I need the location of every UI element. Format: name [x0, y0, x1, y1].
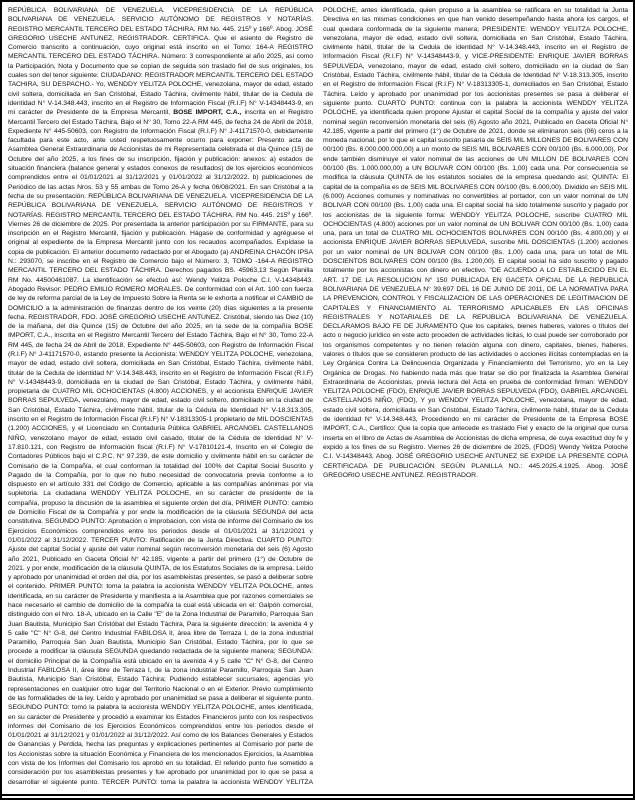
company-name-bold: BOSE IMPORT, C.A., [173, 109, 242, 117]
document-run: REPÚBLICA BOLIVARIANA DE VENEZUELA. VICEPRESIDENCIA DE LA REPÚBLICA BOLIVARIANA DE VENEZUELA. SERVICIO AUTÓNOMO DE REGISTROS Y NOTARÍAS. REGISTRO MERCANTIL TERCERO DEL ESTADO TÁCHIRA. RM No. 445. 215º y 166º. Abog. JOSÉ GREGORIO USECHE ANTUNEZ, REGISTRADOR. CERTIFICA. Que el asiento de Registro de Comercio transcrito a continuación, cuyo original está inscrito en el Tomo: 164-A REGISTRO MERCANTIL TERCERO DEL ESTADO TÁCHIRA. Número: 3 correspondiente al año 2025, así como la Participación, Nota y Documento que se copian de seguida son traslado fiel de sus originales, los cuales son del tenor siguiente: CIUDADANO: REGISTRADOR MERCANTIL TERCERO DEL ESTADO TACHIRA, SU DESPACHO.- Yo, WENDDY YELITZA POLOCHE, venezolana, mayor de edad, estado civil soltera, domiciliada en San Cristóbal, Estado Táchira, civilmente hábil, titular de la Cedula de identidad N° V-14.348.443, inscrito en el Registro de Información Fiscal (R.I.F) N° V-14348443-9, en mi carácter de Presidente de la Empresa Mercantil, [8, 7, 313, 117]
document-text [8, 6, 628, 788]
document-run: inscrita en el Registro Mercantil Tercero del Estado Táchira, Bajo el N° 30, Tomo 22-A RM 445, de fecha 24 de Abril de 2018, Expediente N° 445-50603, con Registro de Información Fiscal (R.I.F) N° J-41171570-0, debidamente facultada para este acto, ante usted respetuosamente ocurro para exponer: Presento acta de Asamblea General Extraordinaria de Accionistas de mi Representada celebrada el día Quince (15) de Octubre del año 2025, a los fines de su inscripción, fijación y publicación: anexos: a) estados de situación financiera (balance general y estados conexos de resultados) de los ejercicios económicos comprendidos entre el 01/01/2021 al 31/12/2021 y 01/01/2022 al 31/12/2022. b) publicaciones de Periódico de las actas Nros. 53 y 55 ambas de Tomo 26-A y fecha 06/08/2021. En san Cristóbal a la fecha de su presentación. REPÚBLICA BOLIVARIANA DE VENEZUELA. VICEPRESIDENCIA DE LA REPÚBLICA BOLIVARIANA DE VENEZUELA. SERVICIO AUTÓNOMO DE REGISTROS Y NOTARÍAS. REGISTRO MERCANTIL TERCERO DEL ESTADO TÁCHIRA. RM No. 445. 215º y 166º. Viernes 26 de diciembre de 2025. Por presentada la anterior participación por su FIRMANTE, para su inscripción en el Registro Mercantil, fijación y publicación. Hágase de conformidad y agréguese el original al expediente de la Empresa Mercantil junto con los recaudos acompañados. Expídase la copia de publicación. El anterior documento redactado por el Abogado (a) ANDREINA CHACÓN IPSA N.: 293070, se inscribe en el Registro de Comercio bajo el Número: 3, TOMO -164-A REGISTRO MERCANTIL TERCERO DEL ESTADO TÁCHIRA. Derechos pagados BS. 45963,13 Según Planilla RM No. 44500461087. La identificación se efectuó así: Wendy Yelitza Poloche C.I. V-14348443. Abogado Revisor: PEDRO EMILIO ROMERO MORALES. De conformidad con el Art. 100 con fuerza de ley de reforma parcial de la Ley de Impuesto Sobre la Renta se le exhorta a notificar el CAMBIO de DOMICILIO a la administración de finanzas dentro de los veinte (20) días siguientes a la presente fecha. REGISTRADOR, FDO. JOSÉ GREGORIO USECHE ANTUNEZ. Cristóbal, siendo las Diez (10) de la mañana, del día Quince (15) de Octubre del año 2025, en la sede de la compañía BOSE IMPORT, C.A., inscrita en el Registro Mercantil Tercero del Estado Táchira, Bajo el N° 30, Tomo 22-A RM 445, de fecha 24 de Abril de 2018, Expediente N° 445-50603, con Registro de Información Fiscal (R.I.F) N° J-41171570-0, estando presente la Accionista: WENDDY YELITZA POLOCHE, venezolana, mayor de edad, estado civil soltera, domiciliada en San Cristóbal, Estado Táchira, civilmente hábil, titular de la Cedula de identidad N° V-14.348.443, inscrito en el Registro de Información Fiscal (R.I.F) N° V-14348443-9, domiciliada en la ciudad de San Cristóbal, Estado Táchira, y civilmente hábil, propietaria de CUATRO MIL OCHOCIENTAS (4.800) ACCIONES, y el accionista ENRIQUE JAVIER BORRAS SEPULVEDA, venezolano, mayor de edad, estado civil soltero, domiciliado en la ciudad de San Cristóbal, Estado Táchira, civilmente hábil, titular de la Cédula de Identidad N° V-18.313.305, inscrito en el Registro de Información Fiscal (R.I.F) N° V-18313305-1 propietario de MIL DOSCIENTAS (1.200) ACCIONES, y el Licenciado en Contaduría Pública GABRIEL ARCANGEL CASTELLANOS NIÑO, venezolano mayor de edad, estado civil casado, titular de la Cédula de Identidad N° V-17.810.121, con Registro de Información fiscal (R.I.F) N° V-17810121-4, Inscrito en el Colegio de Contadores Públicos bajo el C.P.C. N° 97.239, de este domicilio y civilmente hábil en su carácter de Comisario de la Compañía, el cual conforman la totalidad del 100% del Capital Social Suscrito y Pagado de la Compañía, por lo que no hubo necesidad de convocatoria previa conforme a lo dispuesto en el artículo 331 del Código de Comercio, aplicable a las compañías anónimas por vía supletoria. La ciudadana WENDDY YELITZA POLOCHE, en su carácter de presidente de la compañía, propuso la discusión de la asamblea el siguiente orden del día, PRIMER PUNTO: cambio de Domicilio Fiscal de la Compañía y por ende la modificación de la cláusula SEGUNDA del acta constitutiva. SEGUNDO PUNTO: Aprobación o improbacion, con vista de informe del Comisario de los Ejercicios Económicos comprendidos entre los periodos desde el 01/01/2021 al 31/12/2021 y 01/01/2022 al 31/12/2022. TERCER PUNTO: Ratificación de la Junta Directiva. CUARTO PUNTO: Ajuste del capital Social y ajuste del valor nominal según reconversión monetaria del seis (6) Agosto año 2021, Publicado en Gaceta Oficial N° 42.185, vigente a partir del primero (1°) de Octubre de 2021. y por ende, modificación de la cláusula QUINTA, de los Estatutos Sociales de la empresa. Leído y aprobado por unanimidad el orden del día, por los asambleistas presentes, se pasó a deliberar sobre el contenido. PRIMER PUNTO: toma la palabra la accionista WENDDY YELITZA POLOCHE, antes identificada, en su carácter de Presidente y manifiesta a la Asamblea que por razones comerciales se hace necesario el cambio de domicilio de la compañía la cual está ubicada en el: Galpón comercial, distinguido con el Nro. 18-A, ubicado en la Calle "E" de la Zona Industrial de Paramillo, Parroquia San Juan Bautista, Municipio San Cristóbal del Estado Táchira, Para la siguiente dirección: la avenida 4 y 5 calle "C" N° G-8, del Centro Industrial FABILOSA II, área libre de Terraza I, de la zona industrial Paramillo, Parroquia San Juan Bautista, Municipio San Cristóbal, Estado Táchira, por lo que se procede a modificar la cláusula SEGUNDA quedando redactada de la siguiente manera; SEGUNDA: el domicilio Principal de la Compañía está ubicado en la avenida 4 y 5 calle "C" N° G-8, del Centro Industrial FABILOSA II, área libre de Terraza I, de la zona industrial Paramillo, Parroquia San Juan Bautista, Municipio San Cristóbal, Estado Táchira; Pudiendo establecer sucursales, agencias y/o representaciones en cualquier otro lugar del Territorio Nacional o en el Exterior. Previo cumplimiento de las formalidades de la ley. Leído y aprobado por unanimidad se pasa a deliberar el siguiente punto. SEGUNDO PUNTO: tomó la palabra la accionista WENDDY YELITZA POLOCHE, antes identificada, en su carácter de Presidente y procedió a examinar los Estados Financieros junto con los respectivos informes del Comisario de los Ejercicios Económicos comprendidos entre los periodos desde el 01/01/2021 al 31/12/2021 y 01/01/2022 al 31/12/2022. Así como de los Balances Generales y Estados de Ganancias y Perdida, hecha las preguntas y explicaciones pertinentes al Comisario por parte de los Accionistas sobre la situación Económica y Financiera de los mencionados Ejercicios, la Asamblea con vista de los Informes del Comisario los aprobó en su totalidad. El referido punto fue sometido a consideración por los asambleistas presentes y fue aprobado por unanimidad por lo que se pasa a desarrollar el siguiente punto. TERCER PUNTO: toma la palabra la accionista WENDDY YELITZA POLOCHE, antes identificada, quien propuso a la asamblea se ratificara en su totalidad la Junta Directiva en las mismas condiciones en que han venido desempeñando hasta ahora los cargos, el cual quedara conformada de la siguiente manera; PRESIDENTE: WENDDY YELITZA POLOCHE, venezolana, mayor de edad, estado civil soltera, domiciliada en San Cristóbal, Estado Táchira, civilmente hábil, titular de la Cedula de identidad N° V-14.348.443, inscrito en el Registro de Información Fiscal (R.I.F) N° V-14348443-9, y VICE-PRESIDENTE: ENRIQUE JAVIER BORRAS SEPULVEDA, venezolano, mayor de edad, estado civil soltero, domiciliado en la ciudad de San Cristóbal, Estado Táchira, civilmente hábil, titular de la Cédula de Identidad N° V-18.313.305, inscrito en el Registro de Información Fiscal (R.I.F) N° V-18313305-1, domiciliados en San Cristóbal, Estado Táchira. Leído y aprobado por unanimidad por los accionistas presentes se pasa a deliberar el siguiente punto. CUARTO PUNTO: continua con la palabra la accionista WENDDY YELITZA POLOCHE, ya identificada quien propone Ajustar el capital Social de la compañía y ajuste del valor nominal según reconversión monetaria del seis (6) Agosto año 2021, Publicado en Gaceta Oficial N° 42.185, vigente a partir del primero (1°) de Octubre de 2021, donde se eliminaron seis (06) ceros a la moneda nacional, por lo que el capital suscrito pasaría de SEIS MIL MILLONES DE BOLIVARES CON 00/100 (Bs. 6.000.000.000,00) a un monto de SEIS MIL BOLIVARES CON 00/100 (Bs. 6.000,00), Por ende también disminuye el valor nominal de las acciones de UN MILLON DE BOLIVARES CON 00/100 (Bs. 1.000.000,00) a UN BOLIVAR CON 00/100 (Bs. 1,00) cada una. Por consecuencia se modifica la cláusula QUINTA de los estatutos sociales de la empresa quedando así; QUINTA: El capital de la compañía es de SEIS MIL BOLIVARES CON 00/100 (Bs. 6.000,00). Dividido en SEIS MIL (6.000) Acciones comunes y nominativas no convertibles al portador, con un valor nominal de UN BOLIVAR CON 00/100 (Bs. 1,00) cada una. El capital social ha sido totalmente suscrito y pagado por los accionistas de la siguiente forma: WENDDY YELITZA POLOCHE, suscribe CUATRO MIL OCHOCIENTAS (4.800) acciones por un valor nominal de UN BOLIVAR CON 00/100 (Bs. 1,00) cada una, para un total de CUATRO MIL OCHOCIENTOS BOLIVARES CON 00/100 (Bs. 4.800,00) y el accionista ENRIQUE JAVIER BORRAS SEPULVEDA, suscribe MIL DOSCIENTAS (1.200) acciones por un valor nominal de UN BOLIVAR CON 00/100 (Bs. 1,00) cada una, para un total de MIL DOSCIENTOS BOLIVARES CON 00/100 (Bs. 1.200,00). El capital social ha sido suscrito y pagado totalmente por los accionistas con dinero en efectivo. "DE ACUERDO A LO ESTABLECIDO EN EL ART. 17 DE LA RESOLUCION N° 150 PUBLICADA EN GACETA OFICIAL DE LA REPUBLICA BOLIVARIANA DE VENEZUELA N° 39.697 DEL 16 DE JUNIO DE 2011, DE LA NORMATIVA PARA LA PREVENCION, CONTROL Y FISCALIZACION DE LAS OPERACIONES DE LEGITIMACION DE CAPITALES Y FINANCIAMIENTO AL TERRORISMO APLICABLES EN LAS OFICINAS REGISTRALES Y NOTARIALES DE LA REPUBLICA BOLIVARIANA DE VENEZUELA. DECLARAMOS BAJO FE DE JURAMENTO Que los capitales, bienes haberes, valores o títulos del acto o negocio jurídico en este acto proceden de actividades licitas, lo cual puede ser corroborado por los organismos competentes y no tienen relación alguna con dinero, capitales, bienes, haberes, valores o títulos que se consideren producto de las actividades o acciones ilícitas contempladas en la Ley Orgánica Contra La Delincuencia Organizada y Financiamiento del Terrorismo, y/o en la Ley Orgánica de Drogas. No habiendo nada más que tratar se dio por finalizada la Asamblea General Extraordinaria de Accionistas, previa lectura del Acta en prueba de conformidad firman: WENDDY YELITZA POLOCHE (FDO), ENRIQUE JAVIER BORRAS SEPULVEDA (FDO), GABRIEL ARCANGEL CASTELLANOS NIÑO, (FDO), Y yo WENDDY YELITZA POLOCHE, venezolana, mayor de edad, estado civil soltera, domiciliada en San Cristóbal, Estado Táchira, civilmente hábil, titular de la Cedula de identidad N° V-14.348.443, Procediendo en mi carácter de Presidente de la Empresa BOSE IMPORT, C.A., Certifico: Que la copia que antecede es traslado Fiel y exacto de la original que cursa inserta en el libro de Actas de Asamblea de Accionistas de dicha empresa, de cuya exactitud doy fe y expido a los fines de su Registro. Viernes 26 de diciembre de 2025, (FDOS) Wendy Yelitza Poloche C.I. V-14348443, Abog. JOSÉ GREGORIO USECHE ANTUNEZ SE EXPIDE LA PRESENTE COPIA CERTIFICADA DE PUBLICACIÓN SEGÚN PLANILLA NO.: 445.2025.4.1925. Abog. JOSÉ GREGORIO USECHE ANTUNEZ. REGISTRADOR. [8, 7, 628, 786]
bottom-border-rule [2, 794, 633, 796]
